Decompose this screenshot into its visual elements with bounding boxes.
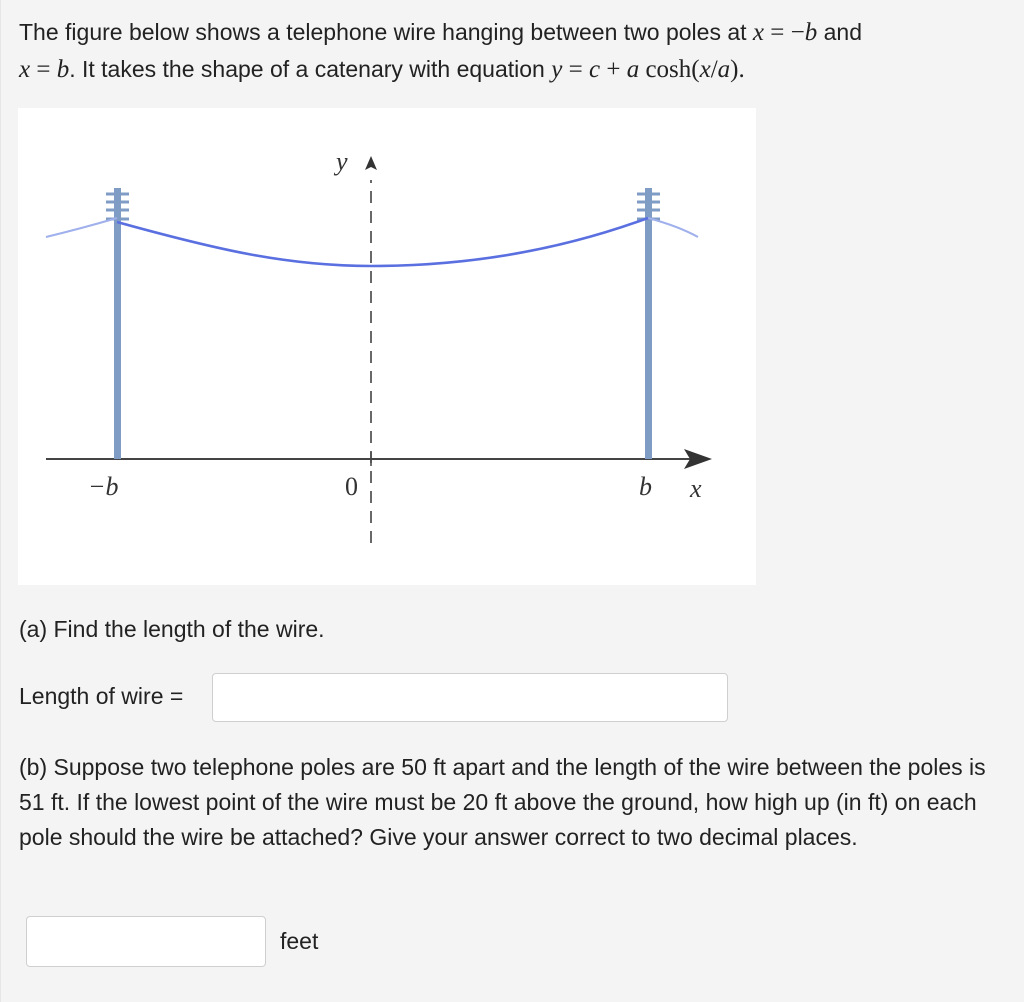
label-y: y	[336, 147, 348, 176]
part-a-question: (a) Find the length of the wire.	[19, 616, 325, 642]
length-answer-label: Length of wire =	[19, 683, 184, 709]
catenary-figure	[18, 108, 756, 585]
eq-x: x	[699, 56, 711, 83]
intro-math-eq2: =	[30, 56, 57, 83]
right-pole	[645, 188, 652, 459]
eq-slash: /	[710, 56, 718, 83]
catenary-wire	[117, 218, 648, 266]
eq-cosh: cosh(	[639, 56, 700, 83]
eq-close: ).	[730, 56, 745, 83]
catenary-diagram	[18, 108, 756, 585]
eq-c: c	[588, 56, 601, 83]
eq-equals: =	[562, 56, 589, 83]
eq-y: y	[551, 56, 563, 83]
eq-a2: a	[717, 56, 731, 83]
length-answer-input[interactable]	[212, 673, 728, 722]
eq-plus: +	[600, 56, 627, 83]
wire-left-extension	[46, 218, 117, 237]
label-zero: 0	[345, 472, 358, 501]
intro-text-1: The figure below shows a telephone wire hanging between two poles at	[19, 19, 753, 45]
intro-math-x2: x	[19, 56, 31, 83]
height-answer-input[interactable]	[26, 916, 266, 967]
y-axis-arrow-icon	[365, 156, 377, 170]
eq-a: a	[626, 56, 640, 83]
intro-math-x: x	[752, 19, 765, 46]
intro-text-and: and	[817, 19, 862, 45]
intro-math-eq: = −	[764, 19, 805, 46]
left-pole	[114, 188, 121, 459]
intro-text-2: . It takes the shape of a catenary with equation	[69, 56, 552, 82]
wire-right-extension	[648, 218, 698, 237]
label-b: b	[639, 472, 652, 501]
label-neg-b: −b	[88, 472, 119, 501]
intro-math-b2: b	[56, 56, 70, 83]
part-b-question: (b) Suppose two telephone poles are 50 ft apart and the length of the wire between the poles is 51 ft. If the lowest point of the wire must be 20 ft above the ground, how high up (in ft) on each pole should the wire be attached? Give your answer correct to two decimal places.	[19, 754, 986, 850]
height-unit-label: feet	[280, 928, 319, 954]
problem-intro	[19, 14, 1009, 88]
label-x: x	[690, 474, 702, 503]
intro-math-b: b	[804, 19, 818, 46]
